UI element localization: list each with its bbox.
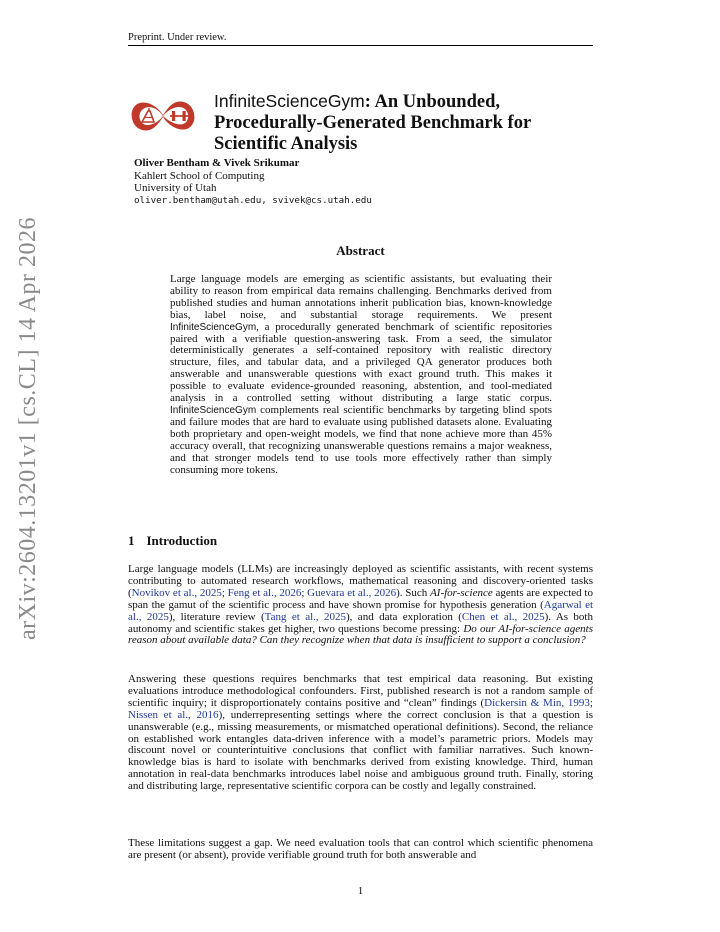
author-emails: oliver.bentham@utah.edu, svivek@cs.utah.edu <box>134 194 372 206</box>
text-run: Large language models (LLMs) are increasingly deployed as scientific assistants, with recent systems contributing to automated research workflows, mathematical reasoning and discovery-oriented tasks ( <box>128 563 593 599</box>
section-heading-introduction <box>128 533 217 549</box>
text-run: agents are expected to span the gamut of the scientific process and have shown promise for hypothesis generation ( <box>128 586 593 611</box>
abstract-part-2: , a procedurally generated benchmark of scientific repositories paired with a verifiable question-answering task. From a seed, the simulator deterministically generates a self-contained repository with realistic directory structure, files, and tabular data, and a privileged QA generator produces both answerable and unanswerable questions with exact ground truth. This makes it possible to evaluate evidence-grounded reasoning, abstention, and tool-mediated analysis in a controlled setting without distributing a large static corpus. <box>170 320 552 405</box>
title-system-name: InfiniteScienceGym <box>214 91 365 111</box>
text-run: ; <box>301 586 308 599</box>
affiliation-school: Kahlert School of Computing <box>134 169 265 182</box>
text-run: ). As both autonomy and scientific stakes get higher, two questions become pressing: <box>128 610 593 635</box>
title-rest: : An Unbounded, Procedurally-Generated Benchmark for Scientific Analysis <box>214 92 531 154</box>
author-block <box>134 157 372 207</box>
citation-link[interactable]: Nissen et al., 2016 <box>128 708 219 721</box>
abstract-system-name-2: InfiniteScienceGym <box>170 404 257 416</box>
citation-link[interactable]: Novikov et al., 2025 <box>131 586 222 599</box>
running-header: Preprint. Under review. <box>128 32 227 43</box>
text-run: ), and data exploration ( <box>346 610 462 623</box>
intro-paragraph-2 <box>128 674 593 793</box>
citation-link[interactable]: Agarwal et al., 2025 <box>128 598 594 623</box>
text-run: ). Such <box>396 586 431 599</box>
text-run: ; <box>589 696 593 709</box>
abstract-system-name-1: InfiniteScienceGym <box>170 321 257 333</box>
text-run: ), underrepresenting settings where the correct conclusion is that a question is unanswerable (e.g., missing measurements, or mismatched operational definitions). Second, the reliance on established work entangles data-driven inference with a model’s parametric priors. Models may discount novel or counterintuitive conclusions that conflict with familiar narratives. Such known-knowledge bias is hard to isolate with benchmarks derived from existing knowledge. Third, human annotation in real-data benchmarks introduces label noise and ambiguous ground truth. Finally, storing and distributing large, representative scientific corpora can be costly and legally constrained. <box>128 708 593 793</box>
abstract-part-3: complements real scientific benchmarks by targeting blind spots and failure modes that are hard to evaluate using published datasets alone. Evaluating both proprietary and open-weight models, we find that none achieve more than 45% accuracy overall, that recognizing unanswerable questions remains a major weakness, and that stronger models tend to use tools more effectively rather than simply consuming more tokens. <box>170 403 552 476</box>
author-names: Oliver Bentham & Vivek Srikumar <box>134 157 300 169</box>
affiliation-university: University of Utah <box>134 182 217 194</box>
citation-link[interactable]: Guevara et al., 2026 <box>307 586 397 599</box>
intro-paragraph-3: These limitations suggest a gap. We need evaluation tools that can control which scientific phenomena are present (or absent), provide verifiable ground truth for both answerable and <box>128 837 593 861</box>
abstract-text <box>170 274 552 476</box>
citation-link[interactable]: Tang et al., 2025 <box>264 610 347 623</box>
emphasis-questions: Do our AI-for-science agents reason about available data? Can they recognize when that data is insufficient to support a conclusion? <box>128 622 594 647</box>
emphasis-text: AI-for-science <box>430 586 493 599</box>
text-run: ), literature review ( <box>168 610 265 623</box>
paper-title <box>214 91 604 155</box>
arxiv-stamp: arXiv:2604.13201v1 [cs.CL] 14 Apr 2026 <box>15 217 41 640</box>
text-run: ; <box>221 586 228 599</box>
abstract-part-1: Large language models are emerging as scientific assistants, but evaluating their ability to reason from empirical data remains challenging. Benchmarks derived from published studies and human annotations inherit publication bias, known-knowledge bias, label noise, and substantial storage requirements. We present <box>170 273 552 321</box>
text-run: Answering these questions requires benchmarks that test empirical data reasoning. But existing evaluations introduce methodological confounders. First, published research is not a random sample of scientific inquiry; it disproportionately contains positive and “clean” findings ( <box>128 673 593 709</box>
citation-link[interactable]: Dickersin & Min, 1993 <box>484 696 590 709</box>
infinite-science-gym-logo <box>128 94 198 138</box>
page-number: 1 <box>357 885 364 897</box>
intro-paragraph-1 <box>128 564 593 647</box>
citation-link[interactable]: Chen et al., 2025 <box>461 610 545 623</box>
citation-link[interactable]: Feng et al., 2026 <box>227 586 302 599</box>
section-number: 1 <box>128 533 135 548</box>
header-rule <box>128 45 593 46</box>
section-title: Introduction <box>146 533 218 548</box>
abstract-heading: Abstract <box>336 243 385 258</box>
